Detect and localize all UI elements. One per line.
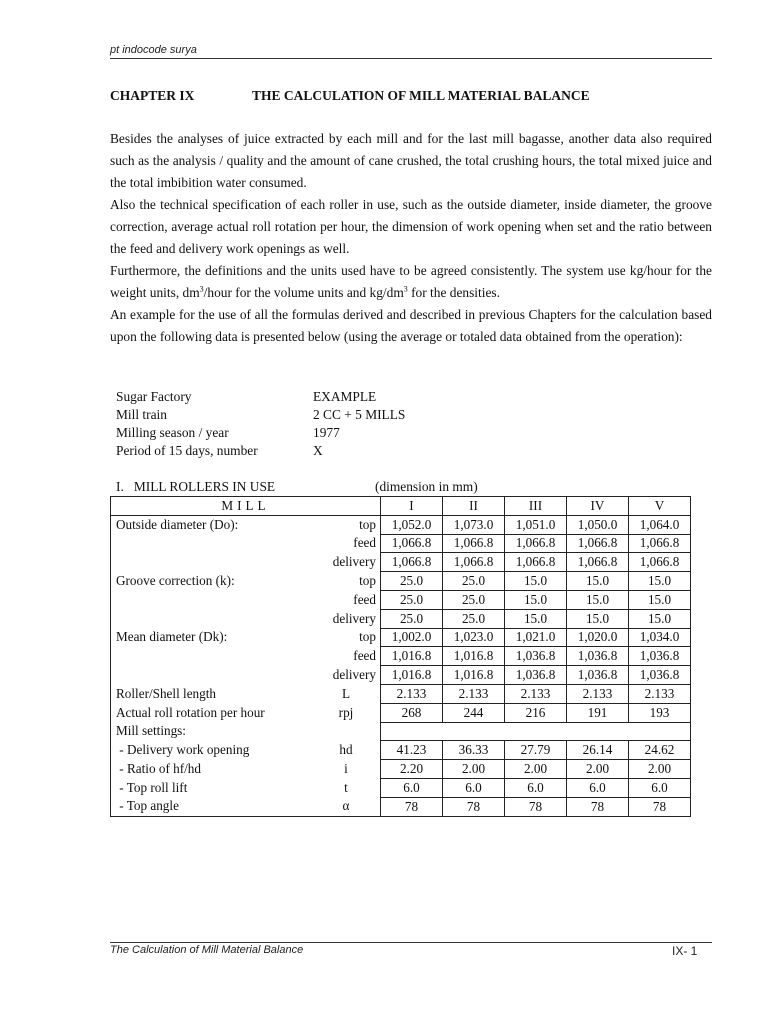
table-cell: 15.0 [567,590,629,609]
mill-rollers-table [110,496,691,817]
row-label: - Ratio of hf/hd [111,760,317,779]
table-cell: 1,066.8 [443,534,505,553]
table-cell: 41.23 [381,741,443,760]
table-cell: 1,051.0 [505,515,567,534]
table-cell: 6.0 [505,778,567,797]
row-label: Outside diameter (Do): [111,515,317,534]
paragraph-2: Also the technical specification of each roller in use, such as the outside diameter, inside diameter, the groove correction, average actual roll rotation per hour, the dimension of work opening when set and the ratio between the feed and delivery work openings as well. [110,197,712,256]
table-cell: 6.0 [567,778,629,797]
table-cell: 1,023.0 [443,628,505,647]
table-cell: 2.00 [629,760,691,779]
row-label: Mill settings: [111,722,317,741]
table-cell: 1,036.8 [505,647,567,666]
section-note: (dimension in mm) [375,479,478,494]
footer-rule [110,942,712,943]
table-cell: 36.33 [443,741,505,760]
column-header: III [505,497,567,516]
table-cell: 1,002.0 [381,628,443,647]
table-cell: 15.0 [629,572,691,591]
table-cell: 2.00 [567,760,629,779]
paragraph-4: An example for the use of all the formulas derived and described in previous Chapters for the calculation based upon the following data is presented below (using the average or totaled data obtained from the operation): [110,307,712,344]
table-cell: 15.0 [567,609,629,628]
row-label [111,553,317,572]
row-sublabel: L [341,685,351,701]
meta-row: Milling season / year 1977 [116,425,340,440]
table-cell: 1,066.8 [381,534,443,553]
table-cell: 2.133 [629,684,691,703]
table-cell: 25.0 [443,572,505,591]
table-row [111,553,691,572]
table-cell: 1,020.0 [567,628,629,647]
table-cell: 78 [443,797,505,816]
table-cell: 268 [381,703,443,722]
table-cell: 216 [505,703,567,722]
row-label [111,666,317,685]
table-cell: 1,016.8 [443,666,505,685]
table-cell: 78 [567,797,629,816]
table-row [111,515,691,534]
meta-row: Mill train 2 CC + 5 MILLS [116,407,406,422]
chapter-title: THE CALCULATION OF MILL MATERIAL BALANCE [252,88,590,103]
table-cell: 25.0 [381,609,443,628]
table-cell: 78 [505,797,567,816]
table-cell: 1,036.8 [629,647,691,666]
row-sublabel: delivery [332,667,376,683]
table-row [111,722,691,741]
table-cell: 15.0 [505,609,567,628]
chapter-number: CHAPTER IX [110,88,195,103]
row-sublabel: feed [353,648,376,664]
table-cell: 15.0 [629,590,691,609]
table-cell: 1,016.8 [381,647,443,666]
table-row [111,797,691,816]
table-row [111,666,691,685]
table-cell: 78 [629,797,691,816]
table-cell: 1,036.8 [567,647,629,666]
table-header-row [111,497,691,516]
row-label [111,647,317,666]
running-footer: The Calculation of Mill Material Balance [110,944,304,956]
row-sublabel: i [344,761,348,777]
row-label: Roller/Shell length [111,684,317,703]
table-cell: 1,036.8 [629,666,691,685]
table-row [111,778,691,797]
table-cell: 1,066.8 [567,553,629,572]
table-cell: 1,034.0 [629,628,691,647]
meta-row: Sugar Factory EXAMPLE [116,389,377,404]
row-sublabel: hd [339,742,353,758]
table-cell: 1,066.8 [505,553,567,572]
mill-header: MILL [111,497,381,516]
table-cell: 24.62 [629,741,691,760]
table-cell: 191 [567,703,629,722]
table-cell: 1,016.8 [443,647,505,666]
table-row [111,741,691,760]
table-cell: 27.79 [505,741,567,760]
row-label: - Top angle [111,797,317,816]
table-cell: 1,036.8 [505,666,567,685]
column-header: V [629,497,691,516]
row-sublabel: feed [353,535,376,551]
column-header: I [381,497,443,516]
table-row [111,628,691,647]
table-row [111,534,691,553]
table-cell: 1,066.8 [567,534,629,553]
table-cell: 78 [381,797,443,816]
header-rule [110,58,712,59]
column-header: IV [567,497,629,516]
table-cell: 1,016.8 [381,666,443,685]
table-cell: 15.0 [505,590,567,609]
table-cell: 2.133 [381,684,443,703]
table-row [111,647,691,666]
paragraph-3: Furthermore, the definitions and the units used have to be agreed consistently. The system use kg/hour for the weight units, $dm^3$/hour for the volume units and $kg/dm^3$ for the densities. [110,263,712,300]
row-label: Mean diameter (Dk): [111,628,317,647]
table-cell: 1,066.8 [629,553,691,572]
row-sublabel: top [359,629,376,645]
table-cell: 1,066.8 [381,553,443,572]
row-label [111,609,317,628]
chapter-heading [110,88,590,104]
table-cell: 1,066.8 [629,534,691,553]
table-cell: 1,036.8 [567,666,629,685]
row-sublabel: feed [353,591,376,607]
page-number: IX- 1 [672,944,698,958]
table-cell: 1,052.0 [381,515,443,534]
table-row [111,684,691,703]
table-row [111,590,691,609]
paragraph-1: Besides the analyses of juice extracted by each mill and for the last mill bagasse, another data also required such as the analysis / quality and the amount of cane crushed, the total crushing hours, the total mixed juice and the total imbibition water consumed. [110,131,712,190]
table-cell: 1,021.0 [505,628,567,647]
section-heading [116,479,478,495]
table-cell: 193 [629,703,691,722]
row-sublabel: t [344,779,348,795]
table-cell: 25.0 [443,609,505,628]
table-cell: 1,066.8 [443,553,505,572]
table-cell: 6.0 [381,778,443,797]
row-sublabel [316,722,381,741]
row-label: - Top roll lift [111,778,317,797]
running-header: pt indocode surya [110,44,197,56]
table-cell: 15.0 [505,572,567,591]
table-row [111,609,691,628]
row-label [111,534,317,553]
column-header: II [443,497,505,516]
section-title: I. MILL ROLLERS IN USE [116,479,276,494]
table-cell: 2.00 [505,760,567,779]
row-sublabel: top [359,573,376,589]
table-cell: 2.20 [381,760,443,779]
table-row [111,572,691,591]
meta-row: Period of 15 days, number X [116,443,323,458]
row-sublabel: α [316,797,381,816]
table-cell: 2.00 [443,760,505,779]
table-cell: 15.0 [567,572,629,591]
table-cell: 2.133 [567,684,629,703]
row-sublabel: delivery [332,610,376,626]
table-cell: 26.14 [567,741,629,760]
row-sublabel: top [316,515,381,534]
row-label: - Delivery work opening [111,741,317,760]
row-label: Groove correction (k): [111,572,317,591]
table-cell: 6.0 [443,778,505,797]
table-row [111,760,691,779]
table-cell: 244 [443,703,505,722]
row-label: Actual roll rotation per hour [111,703,317,722]
table-cell: 1,050.0 [567,515,629,534]
table-cell: 1,064.0 [629,515,691,534]
table-cell: 1,066.8 [505,534,567,553]
table-cell: 1,073.0 [443,515,505,534]
row-label [111,590,317,609]
table-cell: 2.133 [505,684,567,703]
row-sublabel: rpj [338,704,354,720]
table-cell: 2.133 [443,684,505,703]
table-cell: 6.0 [629,778,691,797]
table-cell: 25.0 [443,590,505,609]
table-row [111,703,691,722]
row-sublabel: delivery [332,554,376,570]
empty-cell [381,722,691,741]
table-cell: 15.0 [629,609,691,628]
table-cell: 25.0 [381,572,443,591]
table-cell: 25.0 [381,590,443,609]
